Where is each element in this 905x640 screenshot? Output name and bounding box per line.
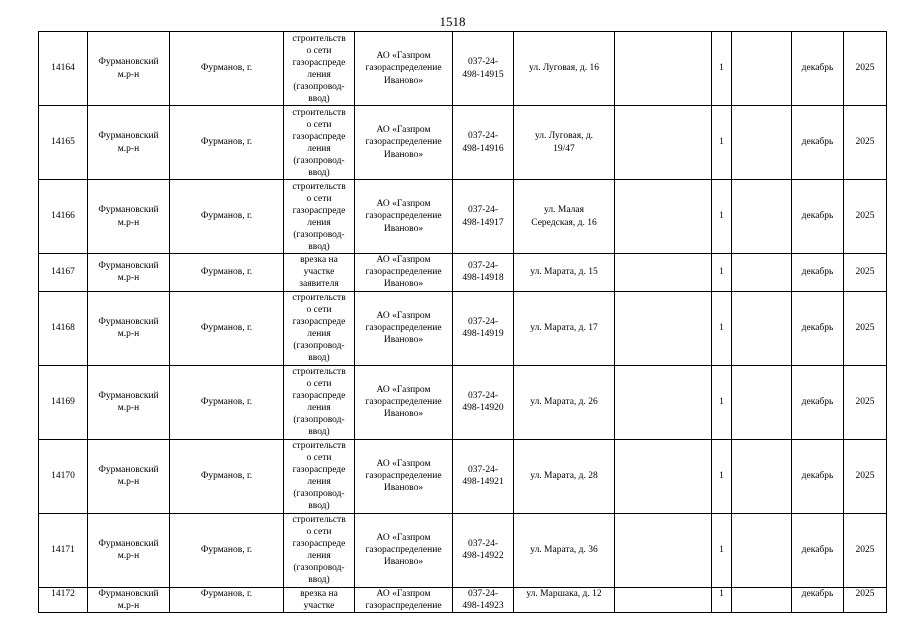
year-cell: 2025	[844, 254, 887, 292]
quantity-cell: 1	[712, 254, 732, 292]
district-cell: Фурмановский м.р-н	[88, 254, 170, 292]
empty-cell	[615, 32, 712, 106]
empty-cell	[615, 180, 712, 254]
quantity-cell: 1	[712, 439, 732, 513]
code-cell: 037-24- 498-14916	[453, 106, 514, 180]
address-cell: ул. Луговая, д. 19/47	[514, 106, 615, 180]
row-number-cell: 14164	[39, 32, 88, 106]
month-cell: декабрь	[792, 439, 844, 513]
code-cell: 037-24- 498-14918	[453, 254, 514, 292]
organization-cell: АО «Газпром газораспределение Иваново»	[355, 180, 453, 254]
year-cell: 2025	[844, 365, 887, 439]
table-row	[39, 587, 887, 612]
organization-cell: АО «Газпром газораспределение Иваново»	[355, 365, 453, 439]
table-body	[39, 32, 887, 613]
empty-cell	[732, 513, 792, 587]
empty-cell	[732, 106, 792, 180]
work-type-cell: врезка на участке	[284, 587, 355, 612]
year-cell: 2025	[844, 291, 887, 365]
empty-cell	[615, 513, 712, 587]
locality-cell: Фурманов, г.	[170, 513, 284, 587]
quantity-cell: 1	[712, 32, 732, 106]
locality-cell: Фурманов, г.	[170, 365, 284, 439]
district-cell: Фурмановский м.р-н	[88, 291, 170, 365]
district-cell: Фурмановский м.р-н	[88, 439, 170, 513]
quantity-cell: 1	[712, 106, 732, 180]
month-cell: декабрь	[792, 32, 844, 106]
organization-cell: АО «Газпром газораспределение Иваново»	[355, 32, 453, 106]
address-cell: ул. Маршака, д. 12	[514, 587, 615, 612]
organization-cell: АО «Газпром газораспределение Иваново»	[355, 439, 453, 513]
work-type-cell: строительств о сети газораспреде ления (газопровод- ввод)	[284, 180, 355, 254]
data-table	[38, 31, 887, 613]
work-type-cell: строительств о сети газораспреде ления (газопровод- ввод)	[284, 439, 355, 513]
locality-cell: Фурманов, г.	[170, 587, 284, 612]
locality-cell: Фурманов, г.	[170, 254, 284, 292]
empty-cell	[732, 32, 792, 106]
locality-cell: Фурманов, г.	[170, 106, 284, 180]
empty-cell	[615, 291, 712, 365]
year-cell: 2025	[844, 513, 887, 587]
quantity-cell: 1	[712, 180, 732, 254]
organization-cell: АО «Газпром газораспределение Иваново»	[355, 254, 453, 292]
month-cell: декабрь	[792, 365, 844, 439]
quantity-cell: 1	[712, 365, 732, 439]
organization-cell: АО «Газпром газораспределение Иваново»	[355, 513, 453, 587]
month-cell: декабрь	[792, 180, 844, 254]
address-cell: ул. Марата, д. 26	[514, 365, 615, 439]
locality-cell: Фурманов, г.	[170, 291, 284, 365]
work-type-cell: строительств о сети газораспреде ления (газопровод- ввод)	[284, 291, 355, 365]
row-number-cell: 14169	[39, 365, 88, 439]
empty-cell	[615, 106, 712, 180]
organization-cell: АО «Газпром газораспределение Иваново»	[355, 106, 453, 180]
code-cell: 037-24- 498-14921	[453, 439, 514, 513]
quantity-cell: 1	[712, 291, 732, 365]
empty-cell	[615, 254, 712, 292]
address-cell: ул. Малая Середская, д. 16	[514, 180, 615, 254]
row-number-cell: 14167	[39, 254, 88, 292]
empty-cell	[732, 587, 792, 612]
address-cell: ул. Марата, д. 17	[514, 291, 615, 365]
locality-cell: Фурманов, г.	[170, 32, 284, 106]
month-cell: декабрь	[792, 513, 844, 587]
month-cell: декабрь	[792, 291, 844, 365]
address-cell: ул. Марата, д. 28	[514, 439, 615, 513]
quantity-cell: 1	[712, 587, 732, 612]
row-number-cell: 14166	[39, 180, 88, 254]
row-number-cell: 14172	[39, 587, 88, 612]
locality-cell: Фурманов, г.	[170, 439, 284, 513]
row-number-cell: 14168	[39, 291, 88, 365]
table-row	[39, 291, 887, 365]
district-cell: Фурмановский м.р-н	[88, 513, 170, 587]
table-row	[39, 32, 887, 106]
empty-cell	[732, 291, 792, 365]
year-cell: 2025	[844, 180, 887, 254]
page-number: 1518	[439, 14, 466, 29]
row-number-cell: 14170	[39, 439, 88, 513]
work-type-cell: врезка на участке заявителя	[284, 254, 355, 292]
table-row	[39, 180, 887, 254]
table-row	[39, 254, 887, 292]
code-cell: 037-24- 498-14920	[453, 365, 514, 439]
month-cell: декабрь	[792, 254, 844, 292]
empty-cell	[615, 439, 712, 513]
row-number-cell: 14165	[39, 106, 88, 180]
empty-cell	[732, 180, 792, 254]
empty-cell	[615, 365, 712, 439]
address-cell: ул. Марата, д. 36	[514, 513, 615, 587]
table-row	[39, 439, 887, 513]
month-cell: декабрь	[792, 106, 844, 180]
table-row	[39, 513, 887, 587]
table-row	[39, 106, 887, 180]
district-cell: Фурмановский м.р-н	[88, 180, 170, 254]
year-cell: 2025	[844, 587, 887, 612]
district-cell: Фурмановский м.р-н	[88, 32, 170, 106]
year-cell: 2025	[844, 32, 887, 106]
empty-cell	[615, 587, 712, 612]
table-row	[39, 365, 887, 439]
code-cell: 037-24- 498-14922	[453, 513, 514, 587]
work-type-cell: строительств о сети газораспреде ления (газопровод- ввод)	[284, 365, 355, 439]
work-type-cell: строительств о сети газораспреде ления (газопровод- ввод)	[284, 32, 355, 106]
row-number-cell: 14171	[39, 513, 88, 587]
year-cell: 2025	[844, 439, 887, 513]
quantity-cell: 1	[712, 513, 732, 587]
code-cell: 037-24- 498-14923	[453, 587, 514, 612]
work-type-cell: строительств о сети газораспреде ления (газопровод- ввод)	[284, 106, 355, 180]
year-cell: 2025	[844, 106, 887, 180]
code-cell: 037-24- 498-14915	[453, 32, 514, 106]
code-cell: 037-24- 498-14917	[453, 180, 514, 254]
address-cell: ул. Марата, д. 15	[514, 254, 615, 292]
code-cell: 037-24- 498-14919	[453, 291, 514, 365]
empty-cell	[732, 254, 792, 292]
district-cell: Фурмановский м.р-н	[88, 365, 170, 439]
district-cell: Фурмановский м.р-н	[88, 106, 170, 180]
district-cell: Фурмановский м.р-н	[88, 587, 170, 612]
organization-cell: АО «Газпром газораспределение	[355, 587, 453, 612]
address-cell: ул. Луговая, д. 16	[514, 32, 615, 106]
empty-cell	[732, 365, 792, 439]
work-type-cell: строительств о сети газораспреде ления (газопровод- ввод)	[284, 513, 355, 587]
organization-cell: АО «Газпром газораспределение Иваново»	[355, 291, 453, 365]
month-cell: декабрь	[792, 587, 844, 612]
locality-cell: Фурманов, г.	[170, 180, 284, 254]
empty-cell	[732, 439, 792, 513]
